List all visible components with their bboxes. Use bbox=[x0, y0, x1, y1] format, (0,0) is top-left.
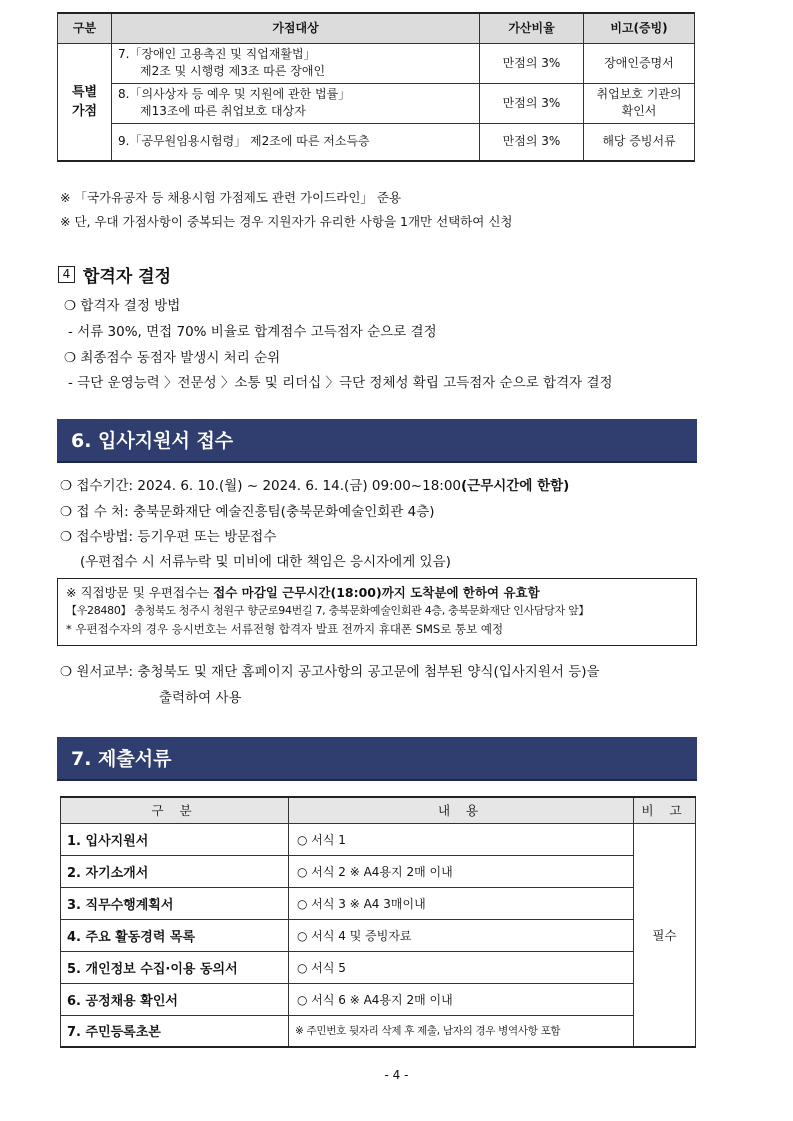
target-line1: 9.「공무원임용시험령」 제2조에 따른 저소득층 bbox=[118, 134, 370, 149]
doc-name: 4. 주요 활동경력 목록 bbox=[61, 919, 289, 951]
doc-name: 7. 주민등록초본 bbox=[61, 1015, 289, 1047]
table-row bbox=[61, 887, 696, 919]
doc-name: 5. 개인정보 수집·이용 동의서 bbox=[61, 951, 289, 983]
table-row bbox=[58, 83, 695, 123]
s4-line-tie: ❍ 최종점수 동점자 발생시 처리 순위 bbox=[64, 350, 281, 366]
section4-title bbox=[58, 262, 171, 287]
box-sms-note: * 우편접수자의 경우 응시번호는 서류전형 합격자 발표 전까지 휴대폰 SMS로 통보 예정 bbox=[66, 622, 504, 636]
header-target: 가점대상 bbox=[112, 13, 480, 43]
target-line2: 제13조에 따른 취업보호 대상자 bbox=[140, 104, 306, 118]
target-line1: 8.「의사상자 등 예우 및 지원에 관한 법률」 bbox=[118, 87, 351, 101]
category-label: 특별 가점 bbox=[71, 84, 98, 119]
target-cell bbox=[112, 123, 480, 161]
s4-line-tie-detail: - 극단 운영능력 〉전문성 〉소통 및 리더십 〉극단 정체성 확립 고득점자 순으로 합격자 결정 bbox=[68, 375, 613, 391]
proof-cell: 해당 증빙서류 bbox=[584, 123, 695, 161]
s6-period-bold: (근무시간에 한함) bbox=[461, 478, 570, 494]
section4-title-text: 합격자 결정 bbox=[83, 267, 172, 287]
box-line1 bbox=[66, 583, 688, 602]
s6-form-line2: 출력하여 사용 bbox=[159, 690, 242, 706]
s6-form-line1: ❍ 원서교부: 충청북도 및 재단 홈페이지 공고사항의 공고문에 첨부된 양식(입사지원서 등)을 bbox=[60, 664, 600, 680]
header-category: 구분 bbox=[58, 13, 112, 43]
bonus-points-table bbox=[57, 12, 695, 162]
header-content: 내 용 bbox=[289, 797, 634, 823]
s4-line-method-detail: - 서류 30%, 면접 70% 비율로 합계점수 고득점자 순으로 결정 bbox=[68, 324, 437, 340]
table-row bbox=[61, 823, 696, 855]
page-number: - 4 - bbox=[384, 1068, 409, 1082]
doc-name: 6. 공정채용 확인서 bbox=[61, 983, 289, 1015]
target-cell bbox=[112, 43, 480, 83]
doc-name: 1. 입사지원서 bbox=[61, 823, 289, 855]
section4-number: 4 bbox=[58, 266, 75, 283]
proof-cell: 장애인증명서 bbox=[584, 43, 695, 83]
doc-desc: ○ 서식 5 bbox=[289, 951, 634, 983]
target-cell bbox=[112, 83, 480, 123]
table-row bbox=[61, 1015, 696, 1047]
note-guideline: ※ 「국가유공자 등 채용시험 가점제도 관련 가이드라인」 준용 bbox=[60, 190, 402, 205]
table-row bbox=[61, 983, 696, 1015]
box-address: 【우28480】 충청북도 청주시 청원구 향군로94번길 7, 충북문화예술인회관 4층, 충북문화재단 인사담당자 앞】 bbox=[66, 604, 590, 617]
s6-method: ❍ 접수방법: 등기우편 또는 방문접수 bbox=[60, 529, 277, 545]
doc-name: 2. 자기소개서 bbox=[61, 855, 289, 887]
s6-period-text: ❍ 접수기간: 2024. 6. 10.(월) ~ 2024. 6. 14.(금) 09:00~18:00 bbox=[60, 478, 462, 494]
rate-cell: 만점의 3% bbox=[480, 123, 584, 161]
target-line1: 7.「장애인 고용촉진 및 직업재활법」 bbox=[118, 47, 316, 61]
table-row bbox=[61, 951, 696, 983]
rate-cell: 만점의 3% bbox=[480, 83, 584, 123]
submission-notice-box bbox=[57, 578, 697, 646]
doc-desc: ○ 서식 6 ※ A4용지 2매 이내 bbox=[289, 983, 634, 1015]
s4-line-method: ❍ 합격자 결정 방법 bbox=[64, 298, 181, 314]
rate-cell: 만점의 3% bbox=[480, 43, 584, 83]
doc-desc: ※ 주민번호 뒷자리 삭제 후 제출, 남자의 경우 병역사항 포함 bbox=[289, 1015, 634, 1047]
documents-table bbox=[60, 796, 696, 1048]
box-line1-bold: 접수 마감일 근무시간(18:00)까지 도착분에 한하여 유효함 bbox=[213, 585, 540, 600]
s6-period bbox=[60, 474, 569, 494]
target-line2: 제2조 및 시행령 제3조 따른 장애인 bbox=[140, 64, 326, 78]
table-row bbox=[61, 919, 696, 951]
table-row bbox=[61, 855, 696, 887]
header-rate: 가산비율 bbox=[480, 13, 584, 43]
section6-header: 6. 입사지원서 접수 bbox=[57, 419, 697, 463]
header-proof: 비고(증빙) bbox=[584, 13, 695, 43]
header-remark: 비 고 bbox=[634, 797, 696, 823]
doc-desc: ○ 서식 1 bbox=[289, 823, 634, 855]
doc-name: 3. 직무수행계획서 bbox=[61, 887, 289, 919]
doc-desc: ○ 서식 4 및 증빙자료 bbox=[289, 919, 634, 951]
proof-cell: 취업보호 기관의 확인서 bbox=[584, 83, 695, 123]
table-row bbox=[58, 123, 695, 161]
section7-header: 7. 제출서류 bbox=[57, 737, 697, 781]
box-line1-text: ※ 직접방문 및 우편접수는 bbox=[66, 585, 214, 600]
table-row bbox=[58, 43, 695, 83]
doc-desc: ○ 서식 3 ※ A4 3매이내 bbox=[289, 887, 634, 919]
category-special-bonus bbox=[58, 43, 112, 161]
header-type: 구 분 bbox=[61, 797, 289, 823]
doc-desc: ○ 서식 2 ※ A4용지 2매 이내 bbox=[289, 855, 634, 887]
table-header-row bbox=[61, 797, 696, 823]
table-header-row bbox=[58, 13, 695, 43]
remark-required: 필수 bbox=[634, 823, 696, 1047]
note-duplicate: ※ 단, 우대 가점사항이 중복되는 경우 지원자가 유리한 사항을 1개만 선택하여 신청 bbox=[60, 214, 513, 229]
s6-place: ❍ 접 수 처: 충북문화재단 예술진흥팀(충북문화예술인회관 4층) bbox=[60, 504, 435, 520]
s6-method-note: (우편접수 시 서류누락 및 미비에 대한 책임은 응시자에게 있음) bbox=[80, 554, 451, 570]
